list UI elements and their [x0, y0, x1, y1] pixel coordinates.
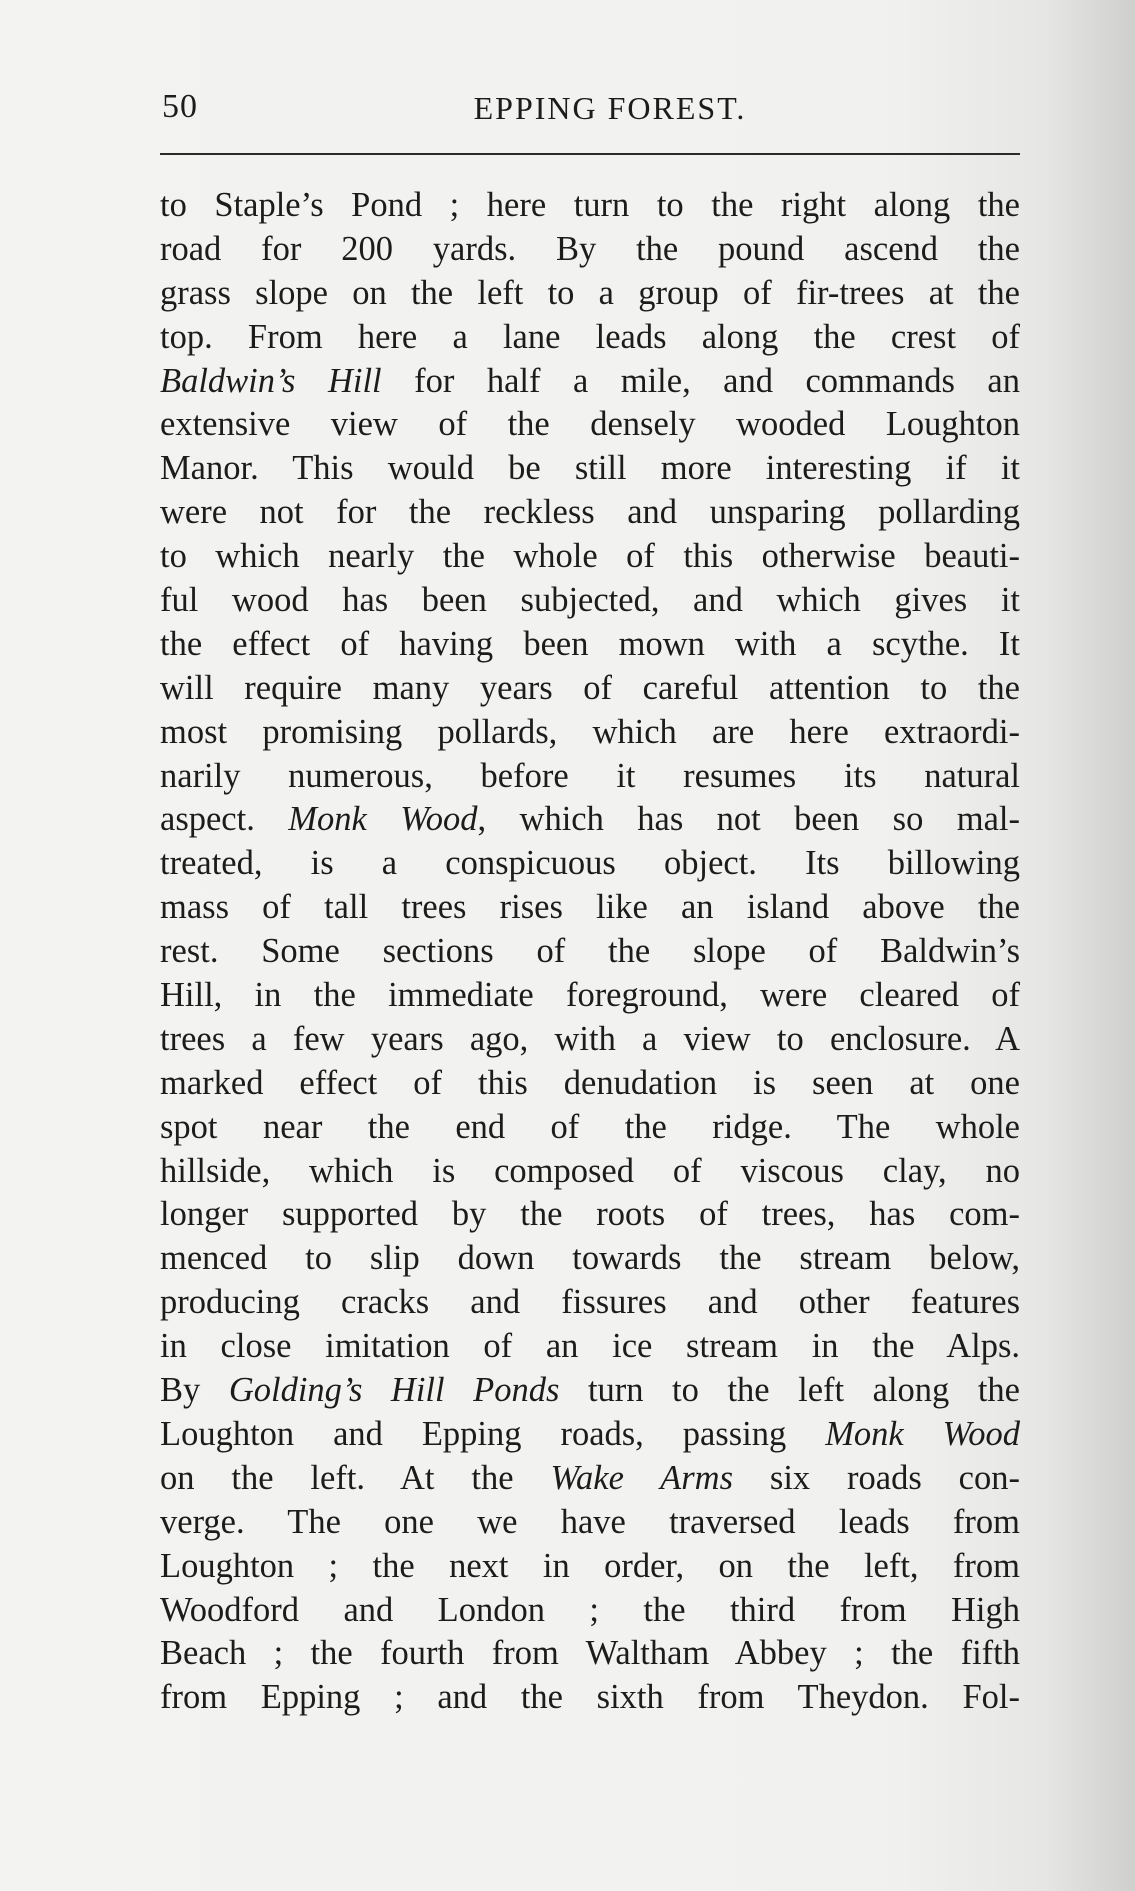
italic-place-name: Monk Wood: [288, 800, 478, 839]
text-line: [160, 403, 1020, 447]
text-line: [160, 1325, 1020, 1369]
text-run: grass slope on the left to a group of fir-trees at the: [160, 273, 1020, 312]
text-line: [160, 535, 1020, 579]
text-run: extensive view of the densely wooded Loughton: [160, 405, 1020, 444]
text-line: [160, 1018, 1020, 1062]
text-run: trees a few years ago, with a view to enclosure. A: [160, 1019, 1020, 1058]
italic-place-name: Wake Arms: [550, 1458, 734, 1497]
text-line: [160, 184, 1020, 228]
text-line: [160, 974, 1020, 1018]
text-line: [160, 667, 1020, 711]
text-line: [160, 1237, 1020, 1281]
italic-place-name: Baldwin’s Hill: [160, 361, 382, 400]
text-line: [160, 711, 1020, 755]
text-run: longer supported by the roots of trees, has com-: [160, 1195, 1020, 1234]
text-run: rest. Some sections of the slope of Baldwin’s: [160, 932, 1020, 971]
text-run: from Epping ; and the sixth from Theydon. Fol-: [160, 1678, 1020, 1717]
text-run: hillside, which is composed of viscous clay, no: [160, 1151, 1020, 1190]
page-number: 50: [162, 88, 198, 125]
running-head: EPPING FOREST.: [473, 90, 747, 126]
italic-place-name: Golding’s Hill Ponds: [228, 1371, 560, 1410]
text-run: treated, is a conspicuous object. Its billowing: [160, 844, 1020, 883]
text-line: [160, 755, 1020, 799]
text-run: turn to the left along the: [559, 1371, 1020, 1410]
text-run: ful wood has been subjected, and which gives it: [160, 581, 1020, 620]
text-line: [160, 579, 1020, 623]
text-line: [160, 1501, 1020, 1545]
text-line: [160, 1281, 1020, 1325]
text-run: mass of tall trees rises like an island above the: [160, 888, 1020, 927]
text-line: [160, 447, 1020, 491]
text-run: spot near the end of the ridge. The whole: [160, 1107, 1020, 1146]
text-run: verge. The one we have traversed leads from: [160, 1502, 1020, 1541]
text-run: six roads con-: [733, 1458, 1020, 1497]
text-line: [160, 491, 1020, 535]
text-run: Woodford and London ; the third from High: [160, 1590, 1020, 1629]
text-line: [160, 1545, 1020, 1589]
text-line: [160, 1413, 1020, 1457]
text-line: [160, 1150, 1020, 1194]
text-line: [160, 360, 1020, 404]
text-run: to Staple’s Pond ; here turn to the right along the: [160, 186, 1020, 224]
text-run: , which has not been so mal-: [477, 800, 1020, 839]
text-run: Loughton and Epping roads, passing: [160, 1414, 826, 1453]
text-run: top. From here a lane leads along the crest of: [160, 317, 1020, 356]
text-run: producing cracks and fissures and other features: [160, 1283, 1020, 1322]
text-line: [160, 1676, 1020, 1720]
text-run: road for 200 yards. By the pound ascend the: [160, 229, 1020, 268]
text-line: [160, 316, 1020, 360]
text-line: [160, 930, 1020, 974]
text-line: [160, 798, 1020, 842]
text-run: Hill, in the immediate foreground, were cleared of: [160, 976, 1020, 1015]
text-run: in close imitation of an ice stream in the Alps.: [160, 1327, 1020, 1366]
text-run: menced to slip down towards the stream below,: [160, 1239, 1020, 1278]
text-line: [160, 1369, 1020, 1413]
text-line: [160, 1106, 1020, 1150]
text-line: [160, 886, 1020, 930]
page-header: [162, 88, 1018, 138]
text-run: to which nearly the whole of this otherwise beauti-: [160, 537, 1020, 576]
text-run: on the left. At the: [160, 1458, 551, 1497]
text-run: will require many years of careful attention to the: [160, 668, 1020, 707]
text-run: the effect of having been mown with a scythe. It: [160, 624, 1020, 663]
text-run: most promising pollards, which are here extraordi-: [160, 712, 1020, 751]
text-line: [160, 228, 1020, 272]
text-line: [160, 623, 1020, 667]
italic-place-name: Monk Wood: [825, 1414, 1021, 1453]
text-run: were not for the reckless and unsparing pollarding: [160, 493, 1020, 532]
text-line: [160, 1589, 1020, 1633]
text-run: By: [160, 1371, 229, 1410]
text-line: [160, 1457, 1020, 1501]
text-run: Manor. This would be still more interesting if it: [160, 449, 1020, 488]
text-run: aspect.: [160, 800, 289, 839]
text-line: [160, 1193, 1020, 1237]
text-run: narily numerous, before it resumes its natural: [160, 756, 1020, 795]
header-rule: [160, 153, 1020, 155]
text-run: for half a mile, and commands an: [381, 361, 1020, 400]
text-run: Beach ; the fourth from Waltham Abbey ; the fifth: [160, 1634, 1020, 1673]
text-run: Loughton ; the next in order, on the left, from: [160, 1546, 1020, 1585]
text-line: [160, 1632, 1020, 1676]
text-line: [160, 1062, 1020, 1106]
text-run: marked effect of this denudation is seen at one: [160, 1063, 1020, 1102]
body-text: [160, 184, 1020, 1720]
text-line: [160, 272, 1020, 316]
text-line: [160, 842, 1020, 886]
